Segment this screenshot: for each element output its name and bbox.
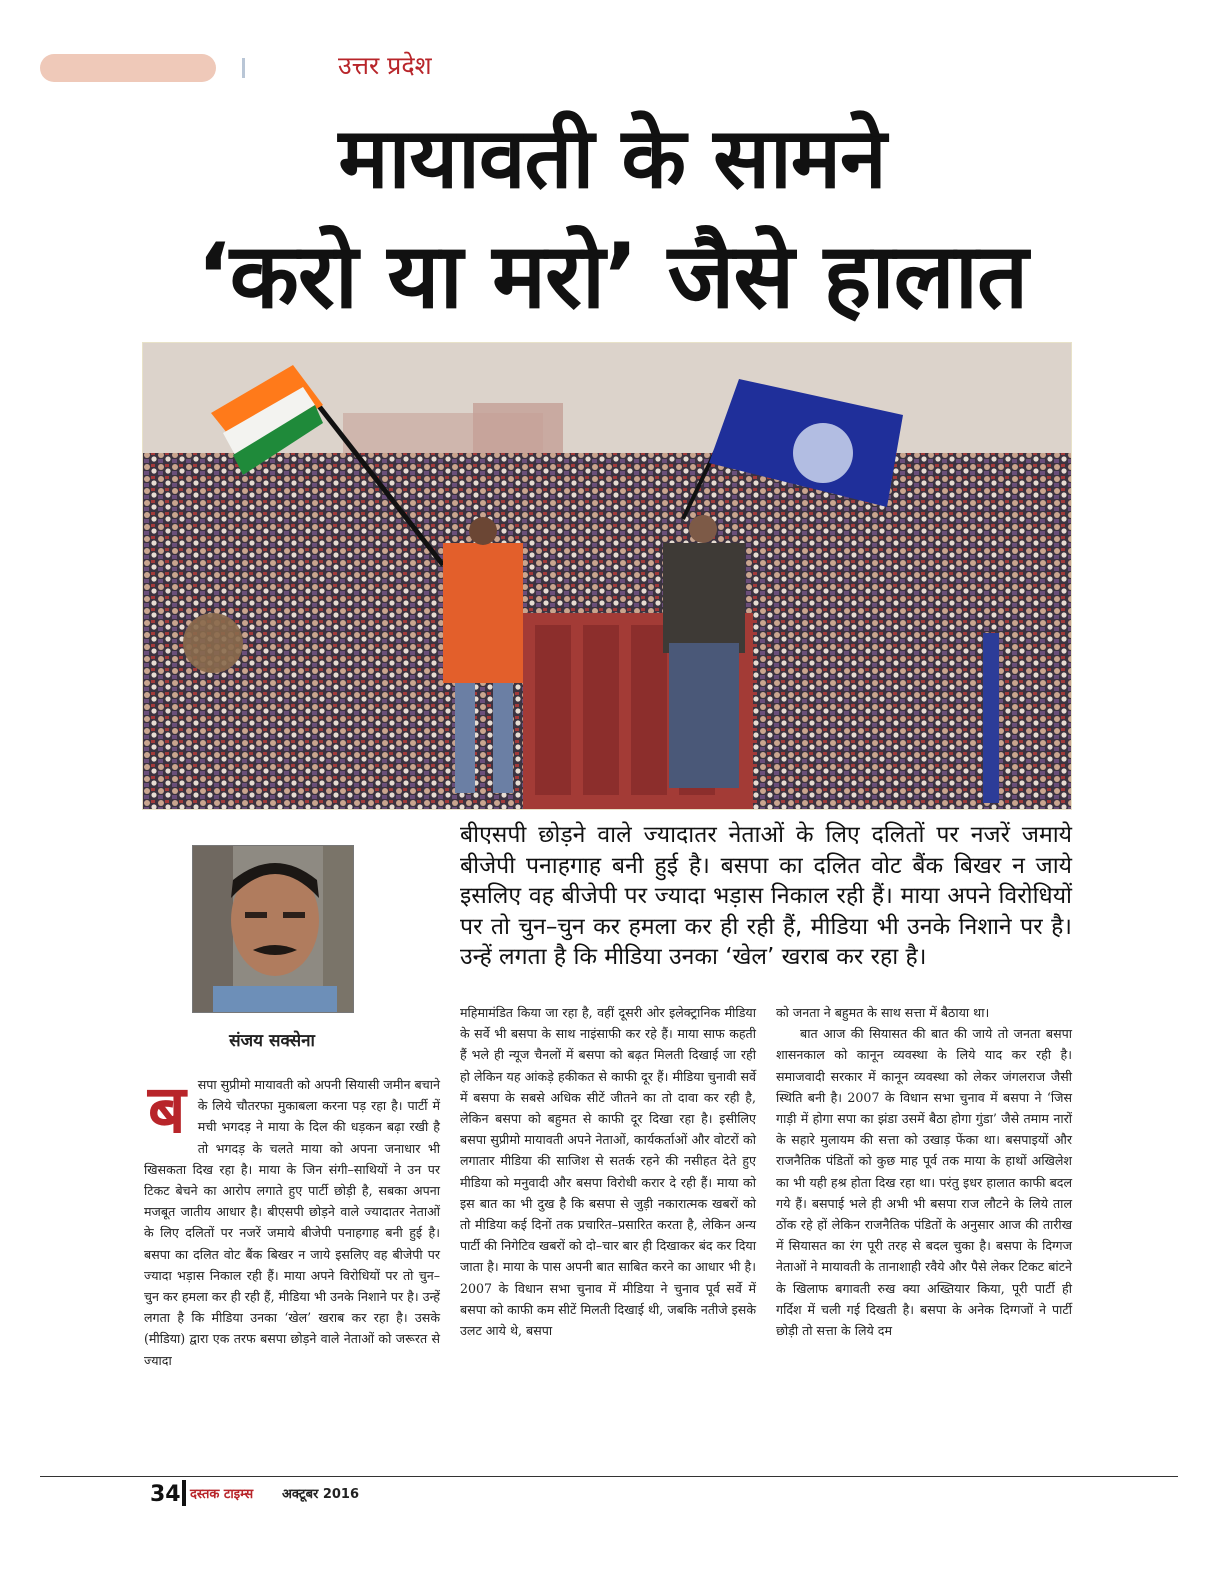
pull-quote: बीएसपी छोड़ने वाले ज्यादातर नेताओं के लिए दलितों पर नजरें जमाये बीजेपी पनाहगाह बनी हुई है। बसपा का दलित वोट बैंक बिखर न जाये इसलिए वह बीजेपी पर ज्यादा भड़ास निकाल रही हैं। माया अपने विरोधियों पर तो चुन–चुन कर हमला कर ही रही हैं, मीडिया भी उनके निशाने पर है। उन्हें लगता है कि मीडिया उनका ‘खेल’ खराब कर रहा है। bbox=[460, 822, 1072, 970]
drop-cap: ब bbox=[148, 1070, 186, 1148]
section-pill-decoration bbox=[40, 54, 216, 82]
section-divider bbox=[242, 58, 245, 78]
column-3-paragraph-2: बात आज की सियासत की बात की जाये तो जनता बसपा शासनकाल को कानून व्यवस्था के लिये याद कर रही है। समाजवादी सरकार में कानून व्यवस्था को लेकर जंगलराज जैसी स्थिति बनी है। 2007 के विधान सभा चुनाव में बसपा ने ‘जिस गाड़ी में होगा सपा का झंडा उसमें बैठा होगा गुंडा’ जैसे तमाम नारों के सहारे मुलायम की सत्ता को उखाड़ फेंका था। बसपाइयों और राजनैतिक पंडितों को कुछ माह पूर्व तक माया के हाथों अखिलेश का भी यही हश्र होता दिख रहा था। परंतु इधर हालात काफी बदल गये हैं। बसपाई भले ही अभी भी बसपा राज लौटने के लिये ताल ठोंक रहे हों लेकिन राजनैतिक पंडितों के अनुसार आज की तारीख में सियासत का रंग पूरी तरह से बदल चुका है। बसपा के दिग्गज नेताओं ने मायावती के तानाशाही रवैये और पैसे लेकर टिकट बांटने के खिलाफ बगावती रुख क्या अख्तियार किया, पूरी पार्टी ही गर्दिश में चली गई दिखती है। बसपा के अनेक दिग्गजों ने पार्टी छोड़ी तो सत्ता के लिये दम bbox=[776, 1026, 1072, 1339]
article-column-3 bbox=[776, 1002, 1072, 1341]
footer-rule bbox=[40, 1476, 1178, 1477]
author-portrait-illustration bbox=[193, 846, 353, 1012]
rally-photo bbox=[142, 342, 1072, 810]
author-name: संजय सक्सेना bbox=[229, 1031, 315, 1051]
section-label: उत्तर प्रदेश bbox=[338, 51, 432, 80]
issue-date: अक्टूबर 2016 bbox=[282, 1487, 360, 1502]
column-2-text: महिमामंडित किया जा रहा है, वहीं दूसरी ओर इलेक्ट्रानिक मीडिया के सर्वे भी बसपा के साथ नाइंसाफी कर रहे हैं। माया साफ कहती हैं भले ही न्यूज चैनलों में बसपा को बढ़त मिलती दिखाई जा रही हो लेकिन यह आंकड़े हकीकत से काफी दूर हैं। मीडिया चुनावी सर्वे में बसपा के सबसे अधिक सीटें जीतने का तो दावा कर रही है, लेकिन बसपा को बहुमत से काफी दूर दिखा रहा है। इसीलिए बसपा सुप्रीमो मायावती अपने नेताओं, कार्यकर्ताओं और वोटरों को लगातार मीडिया की साजिश से सतर्क रहने की नसीहत देते हुए मीडिया को मनुवादी और बसपा विरोधी करार दे रही हैं। माया को इस बात का भी दुख है कि बसपा से जुड़ी नकारात्मक खबरों को तो मीडिया कई दिनों तक प्रचारित–प्रसारित करता है, लेकिन अन्य पार्टी की निगेटिव खबरों को दो–चार बार ही दिखाकर बंद कर दिया जाता है। माया के पास अपनी बात साबित करने का आधार भी है। 2007 के विधान सभा चुनाव में मीडिया ने चुनाव पूर्व सर्वे में बसपा को काफी कम सीटें मिलती दिखाई थी, जबकि नतीजे इसके उलट आये थे, बसपा bbox=[460, 1005, 756, 1339]
footer-divider bbox=[182, 1480, 186, 1506]
headline-line-2: ‘करो या मरो’ जैसे हालात bbox=[196, 224, 1028, 329]
publication-logo: दस्तक टाइम्स bbox=[190, 1487, 254, 1502]
rally-crowd-illustration bbox=[143, 343, 1071, 809]
headline-line-1: मायावती के सामने bbox=[338, 109, 886, 207]
article-column-2 bbox=[460, 1002, 756, 1341]
column-1-text: सपा सुप्रीमो मायावती को अपनी सियासी जमीन बचाने के लिये चौतरफा मुकाबला करना पड़ रहा है। पार्टी में मची भगदड़ ने माया के दिल की धड़कन बढ़ा रखी है तो भगदड़ के चलते माया को अपना जनाधार भी खिसकता दिख रहा है। माया के जिन संगी–साथियों ने उन पर टिकट बेचने का आरोप लगाते हुए पार्टी छोड़ी है, सबका अपना मजबूत जातीय आधार है। बीएसपी छोड़ने वाले ज्यादातर नेताओं के लिए दलितों पर नजरें जमाये बीजेपी पनाहगाह बनी हुई है। बसपा का दलित वोट बैंक बिखर न जाये इसलिए वह बीजेपी पर ज्यादा भड़ास निकाल रही हैं। माया अपने विरोधियों पर तो चुन–चुन कर हमला कर ही रही हैं, मीडिया भी उनके निशाने पर है। उन्हें लगता है कि मीडिया उनका ‘खेल’ खराब कर रहा है। उसके (मीडिया) द्वारा एक तरफ बसपा छोड़ने वाले नेताओं को जरूरत से ज्यादा bbox=[144, 1077, 440, 1368]
page-number: 34 bbox=[150, 1482, 181, 1507]
article-column-1 bbox=[144, 1070, 440, 1371]
author-photo bbox=[192, 845, 354, 1013]
column-3-paragraph-1: को जनता ने बहुमत के साथ सत्ता में बैठाया था। bbox=[776, 1005, 990, 1020]
